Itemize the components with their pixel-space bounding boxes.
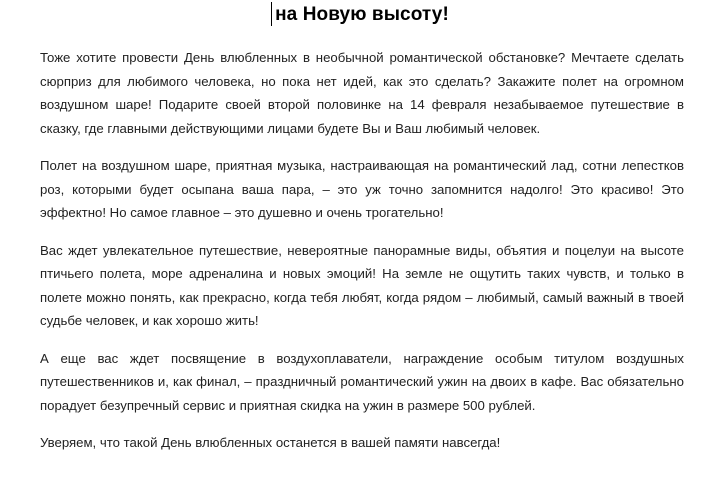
paragraph-3[interactable]: Вас ждет увлекательное путешествие, невероятные панорамные виды, объятия и поцелуи на высоте птичьего полета, море адреналина и новых эмоций! На земле не ощутить таких чувств, и только в полете можно понять, как прекрасно, когда тебя любят, когда рядом – любимый, самый важный в твоей судьбе человек, и как хорошо жить! [40, 242, 684, 328]
paragraph-4[interactable]: А еще вас ждет посвящение в воздухоплаватели, награждение особым титулом воздушных путешественников и, как финал, – праздничный романтический ужин на двоих в кафе. Вас обязательно порадует безупречный сервис и приятная скидка на ужин в размере 500 рублей. [40, 350, 684, 413]
document-heading[interactable]: на Новую высоту! [275, 4, 449, 26]
paragraph-1[interactable]: Тоже хотите провести День влюбленных в необычной романтической обстановке? Мечтаете сделать сюрприз для любимого человека, но пока нет идей, как это сделать? Закажите полет на огромном воздушном шаре! Подарите своей второй половинке на 14 февраля незабываемое путешествие в сказку, где главными действующими лицами будете Вы и Ваш любимый человек. [40, 50, 684, 136]
text-cursor [271, 2, 272, 26]
heading-row [0, 4, 720, 28]
paragraph-2[interactable]: Полет на воздушном шаре, приятная музыка, настраивающая на романтический лад, сотни лепестков роз, которыми будет осыпана ваша пара, – это уж точно запомнится надолго! Это красиво! Это эффектно! Но самое главное – это душевно и очень трогательно! [40, 158, 684, 220]
document-body[interactable] [40, 46, 684, 469]
paragraph-5[interactable]: Уверяем, что такой День влюбленных останется в вашей памяти навсегда! [40, 435, 501, 450]
